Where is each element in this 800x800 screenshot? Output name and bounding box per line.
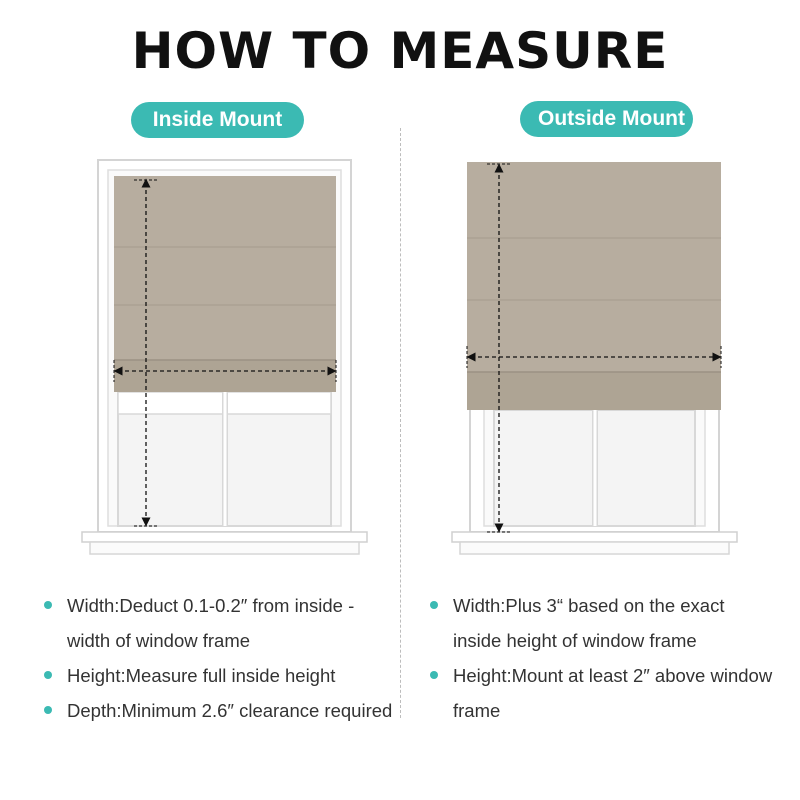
inside-height-text: Height:Measure full inside height — [67, 665, 336, 686]
list-item — [430, 658, 775, 728]
outside-height-text: Height:Mount at least 2″ above window frame — [453, 665, 773, 721]
bullet-dot-icon — [44, 601, 52, 609]
outside-window-sill — [452, 532, 737, 542]
page-title: HOW TO MEASURE — [131, 22, 669, 80]
outside-mount-bullets — [430, 588, 775, 728]
list-item — [44, 588, 394, 658]
bullet-dot-icon — [430, 671, 438, 679]
list-item — [44, 693, 394, 728]
inside-width-text: Width:Deduct 0.1-0.2″ from inside -width of window frame — [67, 595, 355, 651]
outside-width-text: Width:Plus 3“ based on the exact inside height of window frame — [453, 595, 725, 651]
bullet-dot-icon — [44, 671, 52, 679]
inside-mount-bullets — [44, 588, 394, 728]
bullet-dot-icon — [430, 601, 438, 609]
list-item — [430, 588, 775, 658]
outside-mount-badge: Outside Mount — [520, 101, 693, 137]
inside-mount-badge: Inside Mount — [131, 102, 304, 138]
bullet-dot-icon — [44, 706, 52, 714]
list-item — [44, 658, 394, 693]
inside-depth-text: Depth:Minimum 2.6″ clearance required — [67, 700, 393, 721]
